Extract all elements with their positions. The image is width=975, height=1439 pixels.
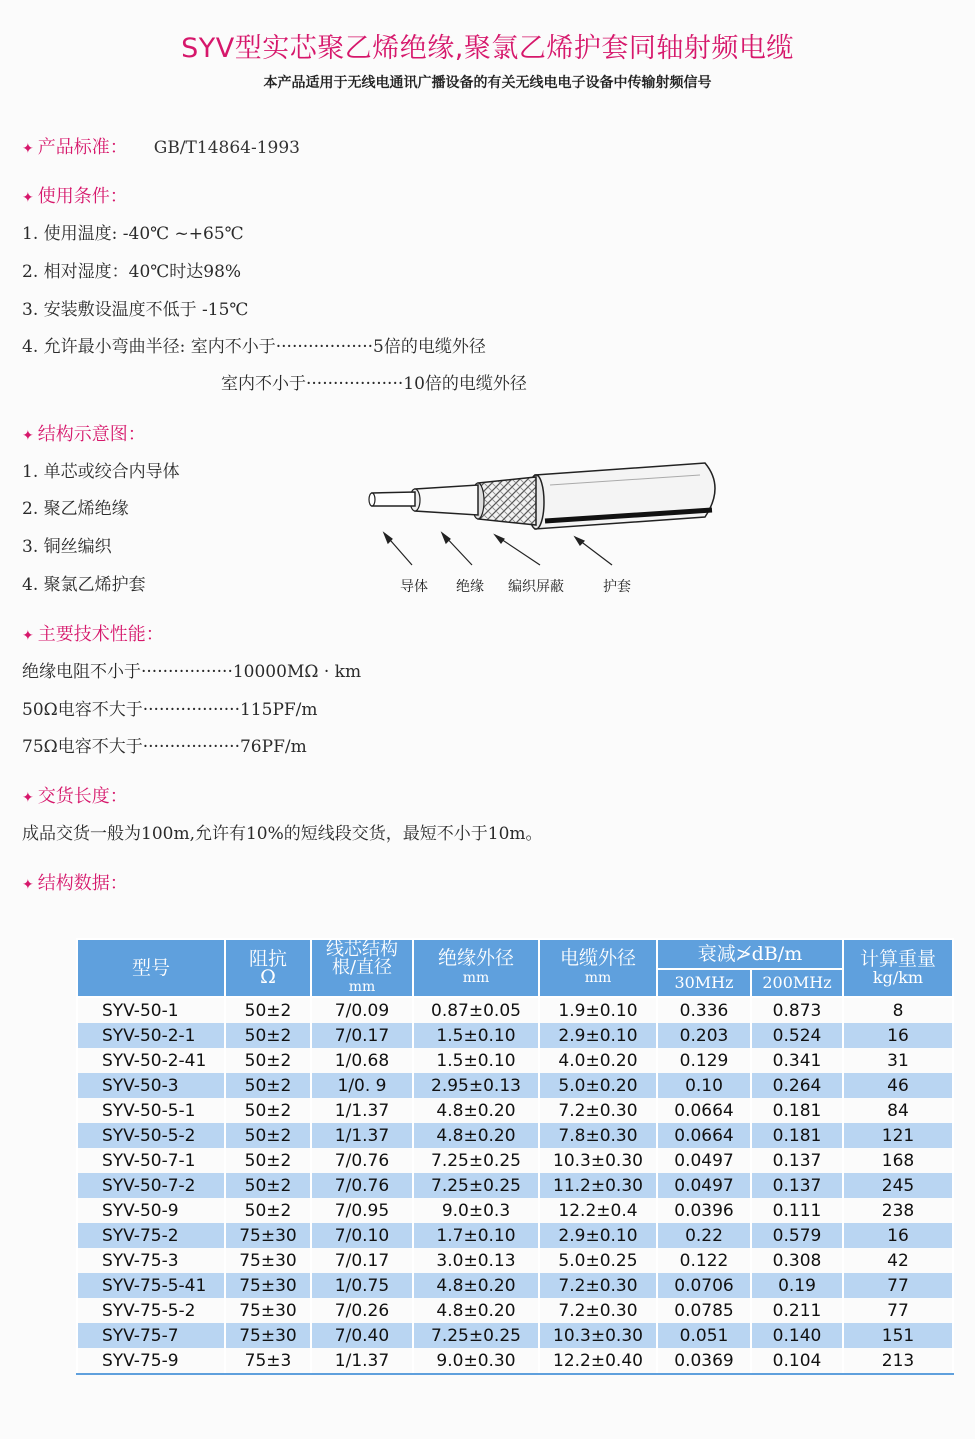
table-row: [77, 1248, 953, 1273]
section-delivery: [22, 782, 128, 808]
cell-conductor: 7/0.40: [311, 1323, 413, 1348]
bullet-star-icon: ✦: [22, 190, 34, 206]
cell-att-200mhz: 0.104: [751, 1348, 843, 1374]
table-row: [77, 1048, 953, 1073]
bullet-star-icon: ✦: [22, 428, 34, 444]
table-row: [77, 1148, 953, 1173]
cell-insulation: 3.0±0.13: [413, 1248, 539, 1273]
header-cable-diameter: 电缆外径 mm: [539, 939, 657, 997]
structure-item: 3. 铜丝编织: [22, 537, 112, 557]
cell-impedance: 50±2: [225, 1048, 311, 1073]
table-row: [77, 1198, 953, 1223]
bullet-star-icon: ✦: [22, 628, 34, 644]
section-structure: [22, 420, 146, 446]
section-heading: 主要技术性能：: [37, 624, 164, 645]
cell-att-200mhz: 0.137: [751, 1173, 843, 1198]
cell-model: SYV-75-9: [77, 1348, 225, 1374]
section-heading: 使用条件：: [37, 186, 128, 207]
cell-impedance: 50±2: [225, 997, 311, 1023]
cell-cable-diameter: 12.2±0.40: [539, 1348, 657, 1374]
cell-insulation: 1.5±0.10: [413, 1048, 539, 1073]
cell-cable-diameter: 7.8±0.30: [539, 1123, 657, 1148]
cell-model: SYV-50-3: [77, 1073, 225, 1098]
cell-insulation: 4.8±0.20: [413, 1298, 539, 1323]
cell-att-30mhz: 0.336: [657, 997, 751, 1023]
cell-conductor: 1/0. 9: [311, 1073, 413, 1098]
cell-model: SYV-50-9: [77, 1198, 225, 1223]
cell-model: SYV-75-5-2: [77, 1298, 225, 1323]
cell-att-30mhz: 0.0497: [657, 1173, 751, 1198]
cell-insulation: 7.25±0.25: [413, 1173, 539, 1198]
diagram-label-insulation: 绝缘: [456, 579, 484, 595]
cell-conductor: 7/0.09: [311, 997, 413, 1023]
cell-impedance: 75±3: [225, 1348, 311, 1374]
cell-cable-diameter: 7.2±0.30: [539, 1273, 657, 1298]
cell-att-30mhz: 0.129: [657, 1048, 751, 1073]
section-performance: [22, 620, 164, 646]
cell-insulation: 4.8±0.20: [413, 1123, 539, 1148]
cell-impedance: 50±2: [225, 1123, 311, 1148]
cell-model: SYV-50-2-41: [77, 1048, 225, 1073]
page-title: SYV型实芯聚乙烯绝缘,聚氯乙烯护套同轴射频电缆: [181, 33, 794, 64]
structure-item: 4. 聚氯乙烯护套: [22, 575, 146, 595]
cell-att-30mhz: 0.122: [657, 1248, 751, 1273]
section-heading: 结构数据：: [37, 873, 128, 894]
condition-item: 4. 允许最小弯曲半径: 室内不小于··················5倍的电缆外径: [22, 337, 486, 357]
braid-layer: [472, 477, 536, 525]
cell-weight: 245: [843, 1173, 953, 1198]
table-row: [77, 1323, 953, 1348]
cell-model: SYV-50-1: [77, 997, 225, 1023]
cell-conductor: 7/0.10: [311, 1223, 413, 1248]
cell-att-30mhz: 0.051: [657, 1323, 751, 1348]
cell-att-200mhz: 0.211: [751, 1298, 843, 1323]
cell-att-30mhz: 0.22: [657, 1223, 751, 1248]
cell-model: SYV-50-2-1: [77, 1023, 225, 1048]
cell-insulation: 0.87±0.05: [413, 997, 539, 1023]
section-conditions: [22, 182, 128, 208]
performance-item: 绝缘电阻不小于·················10000MΩ · km: [22, 662, 362, 682]
cell-model: SYV-50-7-2: [77, 1173, 225, 1198]
cell-weight: 42: [843, 1248, 953, 1273]
cell-weight: 8: [843, 997, 953, 1023]
cell-impedance: 50±2: [225, 1173, 311, 1198]
cell-weight: 16: [843, 1023, 953, 1048]
cell-weight: 84: [843, 1098, 953, 1123]
structure-item: 1. 单芯或绞合内导体: [22, 462, 180, 482]
table-body: [77, 997, 953, 1374]
cell-att-30mhz: 0.0664: [657, 1098, 751, 1123]
cell-att-200mhz: 0.111: [751, 1198, 843, 1223]
cell-weight: 168: [843, 1148, 953, 1173]
table-row: [77, 1298, 953, 1323]
cell-weight: 31: [843, 1048, 953, 1073]
cell-impedance: 75±30: [225, 1323, 311, 1348]
table-row: [77, 1123, 953, 1148]
table-row: [77, 1348, 953, 1374]
cell-cable-diameter: 4.0±0.20: [539, 1048, 657, 1073]
cell-cable-diameter: 10.3±0.30: [539, 1148, 657, 1173]
cell-att-30mhz: 0.10: [657, 1073, 751, 1098]
cell-att-200mhz: 0.873: [751, 997, 843, 1023]
section-heading: 结构示意图：: [37, 424, 146, 445]
cell-cable-diameter: 1.9±0.10: [539, 997, 657, 1023]
cell-cable-diameter: 2.9±0.10: [539, 1023, 657, 1048]
cell-impedance: 50±2: [225, 1148, 311, 1173]
cell-cable-diameter: 2.9±0.10: [539, 1223, 657, 1248]
bullet-star-icon: ✦: [22, 790, 34, 806]
header-insulation: 绝缘外径 mm: [413, 939, 539, 997]
cell-impedance: 75±30: [225, 1223, 311, 1248]
cell-model: SYV-75-5-41: [77, 1273, 225, 1298]
performance-item: 75Ω电容不大于··················76PF/m: [22, 737, 307, 757]
cell-conductor: 7/0.76: [311, 1148, 413, 1173]
cell-impedance: 50±2: [225, 1073, 311, 1098]
cell-cable-diameter: 7.2±0.30: [539, 1298, 657, 1323]
header-model: 型号: [77, 939, 225, 997]
cell-impedance: 75±30: [225, 1298, 311, 1323]
page-subtitle: 本产品适用于无线电通讯广播设备的有关无线电电子设备中传输射频信号: [263, 75, 712, 91]
cell-insulation: 7.25±0.25: [413, 1148, 539, 1173]
header-attenuation: 衰减≯dB/m: [657, 939, 843, 969]
cell-impedance: 50±2: [225, 1023, 311, 1048]
cell-conductor: 1/1.37: [311, 1123, 413, 1148]
section-data: [22, 869, 128, 895]
cell-conductor: 7/0.26: [311, 1298, 413, 1323]
performance-item: 50Ω电容不大于··················115PF/m: [22, 700, 318, 720]
condition-item: 1. 使用温度: -40℃ ~+65℃: [22, 224, 244, 244]
cell-att-200mhz: 0.19: [751, 1273, 843, 1298]
cell-insulation: 7.25±0.25: [413, 1323, 539, 1348]
header-conductor: 线芯结构 根/直径 mm: [311, 939, 413, 997]
table-row: [77, 1023, 953, 1048]
cell-model: SYV-75-7: [77, 1323, 225, 1348]
structure-item: 2. 聚乙烯绝缘: [22, 499, 129, 519]
cell-conductor: 1/0.68: [311, 1048, 413, 1073]
table-row: [77, 1273, 953, 1298]
diagram-label-jacket: 护套: [603, 579, 631, 595]
cell-att-200mhz: 0.264: [751, 1073, 843, 1098]
cell-att-30mhz: 0.0664: [657, 1123, 751, 1148]
bullet-star-icon: ✦: [22, 141, 34, 157]
cell-cable-diameter: 12.2±0.4: [539, 1198, 657, 1223]
cell-att-200mhz: 0.140: [751, 1323, 843, 1348]
cell-att-30mhz: 0.0396: [657, 1198, 751, 1223]
conductor-layer: [369, 492, 415, 506]
cell-att-30mhz: 0.203: [657, 1023, 751, 1048]
cell-att-200mhz: 0.137: [751, 1148, 843, 1173]
cell-model: SYV-50-5-1: [77, 1098, 225, 1123]
cell-model: SYV-75-2: [77, 1223, 225, 1248]
delivery-text: 成品交货一般为100m,允许有10%的短线段交货，最短不小于10m。: [22, 824, 543, 844]
section-heading: 产品标准：: [37, 137, 128, 158]
cell-att-30mhz: 0.0706: [657, 1273, 751, 1298]
cell-insulation: 9.0±0.30: [413, 1348, 539, 1374]
section-standard: [22, 133, 300, 159]
section-heading: 交货长度：: [37, 786, 128, 807]
jacket-layer: [528, 463, 715, 529]
cell-impedance: 50±2: [225, 1198, 311, 1223]
diagram-label-conductor: 导体: [400, 579, 428, 595]
cell-weight: 121: [843, 1123, 953, 1148]
cell-conductor: 7/0.95: [311, 1198, 413, 1223]
cell-att-200mhz: 0.341: [751, 1048, 843, 1073]
pointer-arrows: [384, 533, 612, 565]
header-att-200mhz: 200MHz: [751, 969, 843, 997]
cell-conductor: 7/0.76: [311, 1173, 413, 1198]
cell-att-30mhz: 0.0369: [657, 1348, 751, 1374]
cell-att-30mhz: 0.0497: [657, 1148, 751, 1173]
cell-weight: 213: [843, 1348, 953, 1374]
diagram-label-braid: 编织屏蔽: [508, 579, 564, 595]
cell-att-200mhz: 0.181: [751, 1098, 843, 1123]
cell-insulation: 4.8±0.20: [413, 1273, 539, 1298]
cell-att-30mhz: 0.0785: [657, 1298, 751, 1323]
cell-insulation: 1.5±0.10: [413, 1023, 539, 1048]
cell-insulation: 4.8±0.20: [413, 1098, 539, 1123]
cell-weight: 77: [843, 1298, 953, 1323]
cell-cable-diameter: 7.2±0.30: [539, 1098, 657, 1123]
cell-att-200mhz: 0.181: [751, 1123, 843, 1148]
insulation-layer: [410, 485, 478, 515]
cell-insulation: 9.0±0.3: [413, 1198, 539, 1223]
cell-conductor: 7/0.17: [311, 1023, 413, 1048]
table-row: [77, 997, 953, 1023]
table-row: [77, 1073, 953, 1098]
standard-value: GB/T14864-1993: [153, 138, 300, 158]
table-row: [77, 1098, 953, 1123]
cell-cable-diameter: 10.3±0.30: [539, 1323, 657, 1348]
cell-weight: 46: [843, 1073, 953, 1098]
cell-model: SYV-50-7-1: [77, 1148, 225, 1173]
cell-cable-diameter: 5.0±0.25: [539, 1248, 657, 1273]
cell-att-200mhz: 0.579: [751, 1223, 843, 1248]
cell-att-200mhz: 0.308: [751, 1248, 843, 1273]
cell-impedance: 75±30: [225, 1273, 311, 1298]
cell-weight: 16: [843, 1223, 953, 1248]
condition-item: 室内不小于··················10倍的电缆外径: [221, 374, 527, 394]
cell-cable-diameter: 11.2±0.30: [539, 1173, 657, 1198]
cell-impedance: 75±30: [225, 1248, 311, 1273]
cell-conductor: 7/0.17: [311, 1248, 413, 1273]
cell-insulation: 2.95±0.13: [413, 1073, 539, 1098]
cell-conductor: 1/0.75: [311, 1273, 413, 1298]
cell-cable-diameter: 5.0±0.20: [539, 1073, 657, 1098]
bullet-star-icon: ✦: [22, 877, 34, 893]
cell-insulation: 1.7±0.10: [413, 1223, 539, 1248]
condition-item: 2. 相对湿度：40℃时达98%: [22, 262, 242, 282]
cell-model: SYV-50-5-2: [77, 1123, 225, 1148]
cell-weight: 151: [843, 1323, 953, 1348]
header-att-30mhz: 30MHz: [657, 969, 751, 997]
cell-model: SYV-75-3: [77, 1248, 225, 1273]
header-impedance: 阻抗 Ω: [225, 939, 311, 997]
cable-data-table: [76, 938, 954, 1375]
table-row: [77, 1173, 953, 1198]
condition-item: 3. 安装敷设温度不低于 -15℃: [22, 300, 249, 320]
cell-weight: 77: [843, 1273, 953, 1298]
cell-att-200mhz: 0.524: [751, 1023, 843, 1048]
cell-conductor: 1/1.37: [311, 1098, 413, 1123]
cell-conductor: 1/1.37: [311, 1348, 413, 1374]
table-row: [77, 1223, 953, 1248]
cell-impedance: 50±2: [225, 1098, 311, 1123]
cell-weight: 238: [843, 1198, 953, 1223]
header-weight: 计算重量 kg/km: [843, 939, 953, 997]
